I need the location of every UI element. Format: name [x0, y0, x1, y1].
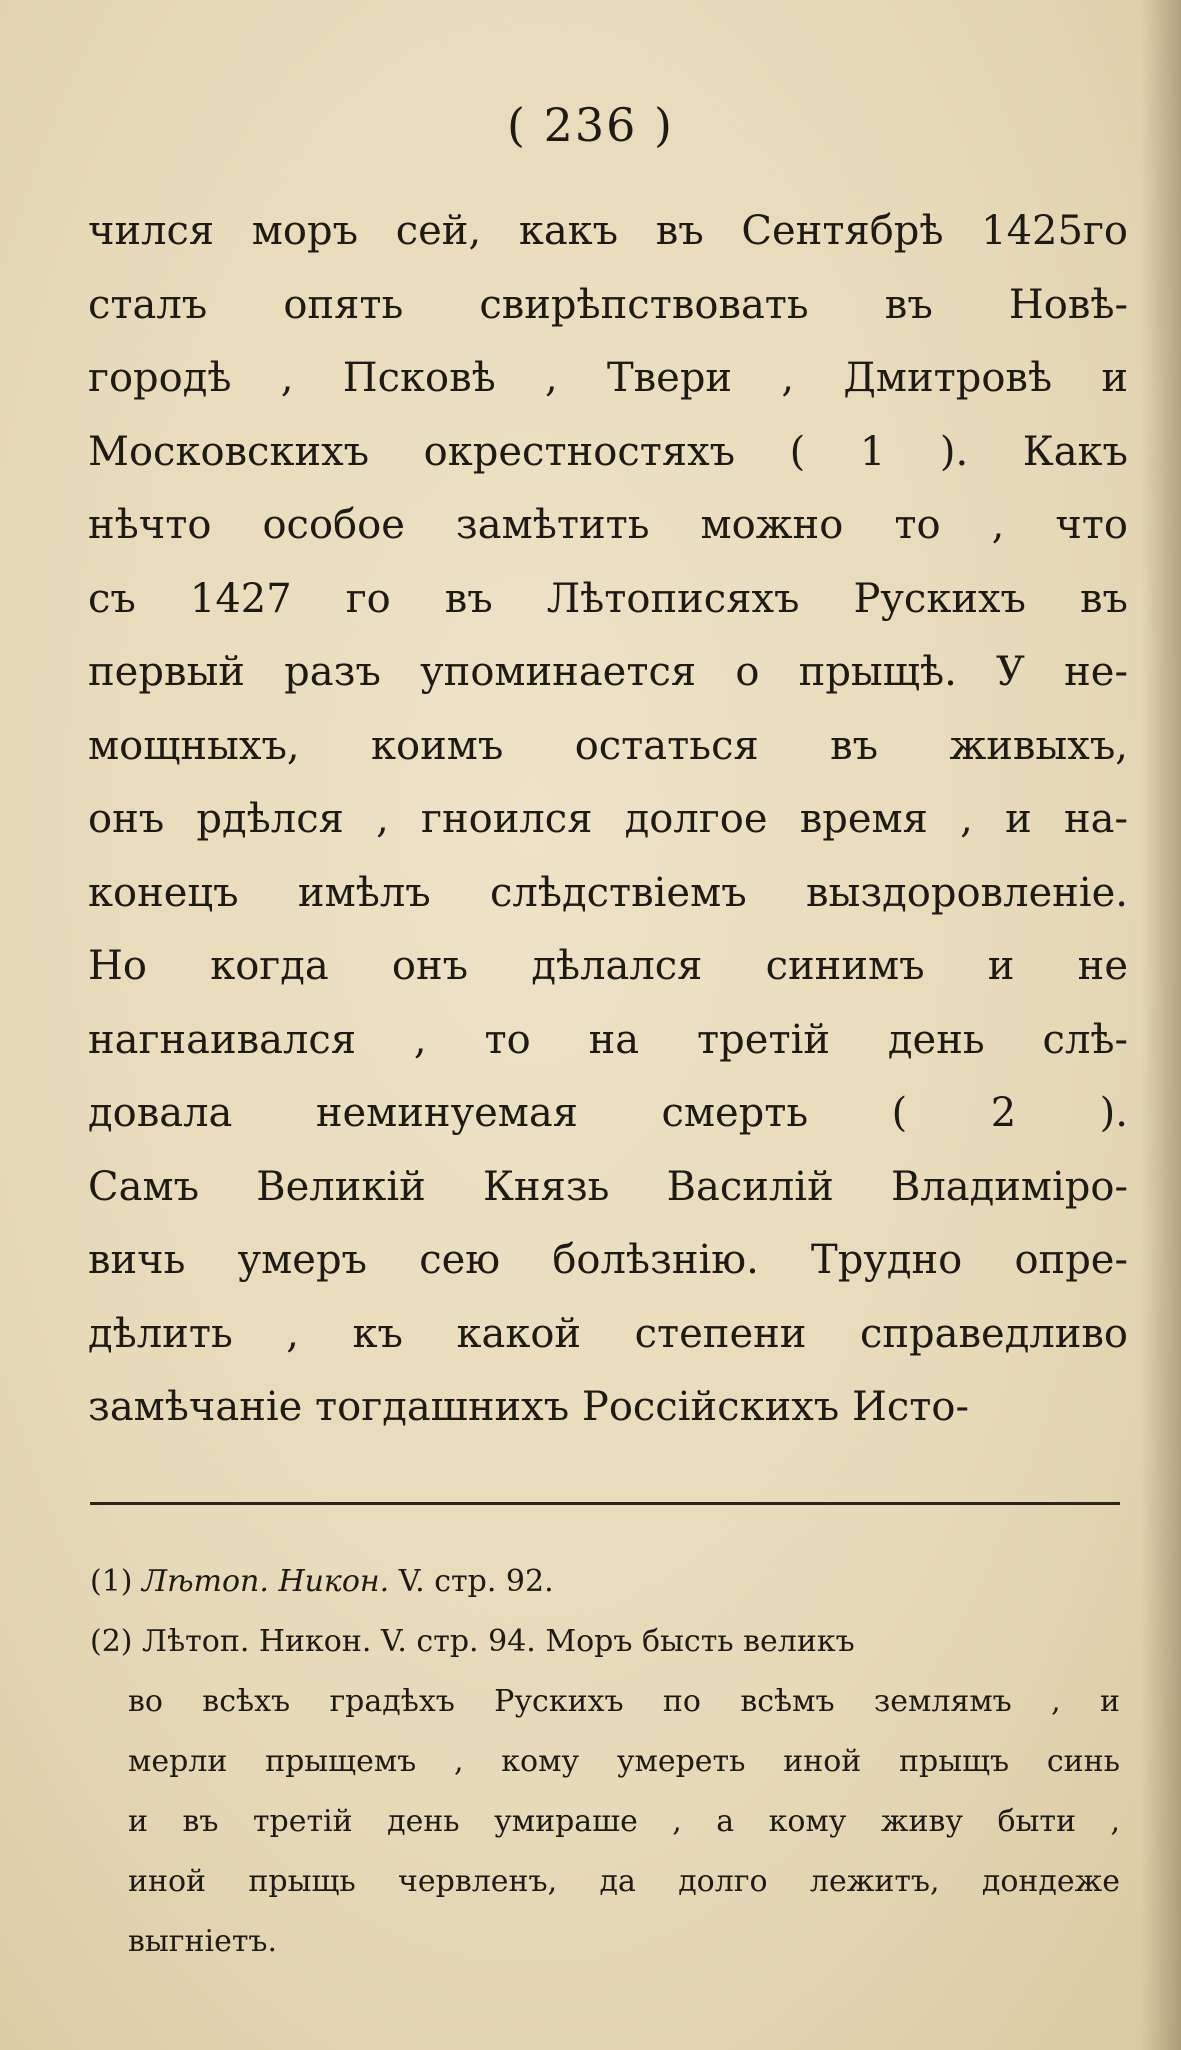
text-line: Самъ Великій Князь Василій Владимiро-: [88, 1163, 1128, 1210]
page-edge-shadow: [1141, 0, 1181, 2050]
footnote-2: [90, 1612, 1120, 1672]
text-line: съ 1427 го въ Лѣтописяхъ Рускихъ въ: [88, 575, 1128, 622]
footnote-marker: (1): [90, 1564, 133, 1599]
footnote-line: во всѣхъ градѣхъ Рускихъ по всѣмъ землямъ , и: [128, 1684, 1120, 1719]
footnote-line: иной прыщь червленъ, да долго лежитъ, дондеже: [128, 1864, 1120, 1899]
footnote-ref: V. стр. 92.: [398, 1564, 554, 1599]
footnote-marker: (2): [90, 1624, 133, 1659]
text-line: сталъ опять свирѣпствовать въ Новѣ-: [88, 281, 1128, 328]
text-line: чился моръ сей, какъ въ Сентябрѣ 1425го: [88, 208, 1128, 254]
footnote-text: Лѣтоп. Никон. V. стр. 94. Моръ бысть великъ: [142, 1624, 855, 1659]
footnote-line: мерли прыщемъ , кому умереть иной прыщъ синь: [128, 1744, 1120, 1779]
text-line: конецъ имѣлъ слѣдствіемъ выздоровленіе.: [88, 869, 1128, 916]
text-line: вичь умеръ сею болѣзнію. Трудно опре-: [88, 1237, 1128, 1283]
text-line: мощныхъ, коимъ остаться въ живыхъ,: [88, 722, 1128, 769]
text-line: онъ рдѣлся , гноился долгое время , и на-: [88, 796, 1128, 842]
footnote-line: и въ третій день умираше , а кому живу быти ,: [128, 1804, 1120, 1839]
main-text: [88, 195, 1128, 1445]
text-line: замѣчаніе тогдашнихъ Россійскихъ Исто-: [88, 1384, 969, 1430]
footnote-1: [90, 1552, 1120, 1612]
text-line: дѣлить , къ какой степени справедливо: [88, 1310, 1128, 1357]
text-line: нѣчто особое замѣтить можно то , что: [88, 502, 1128, 548]
text-line: Но когда онъ дѣлался синимъ и не: [88, 943, 1128, 989]
footnote-source: Лѣтоп. Никон.: [142, 1564, 390, 1599]
footnotes: [90, 1552, 1120, 1972]
text-line: первый разъ упоминается о прыщѣ. У не-: [88, 649, 1128, 695]
text-line: довала неминуемая смерть ( 2 ).: [88, 1090, 1128, 1136]
footnote-divider: [90, 1502, 1120, 1505]
text-line: нагнаивался , то на третій день слѣ-: [88, 1016, 1128, 1063]
page-number: ( 236 ): [507, 98, 674, 152]
text-line: Московскихъ окрестностяхъ ( 1 ). Какъ: [88, 428, 1128, 475]
text-line: городѣ , Псковѣ , Твери , Дмитровѣ и: [88, 355, 1128, 401]
footnote-line: выгніетъ.: [128, 1924, 278, 1959]
